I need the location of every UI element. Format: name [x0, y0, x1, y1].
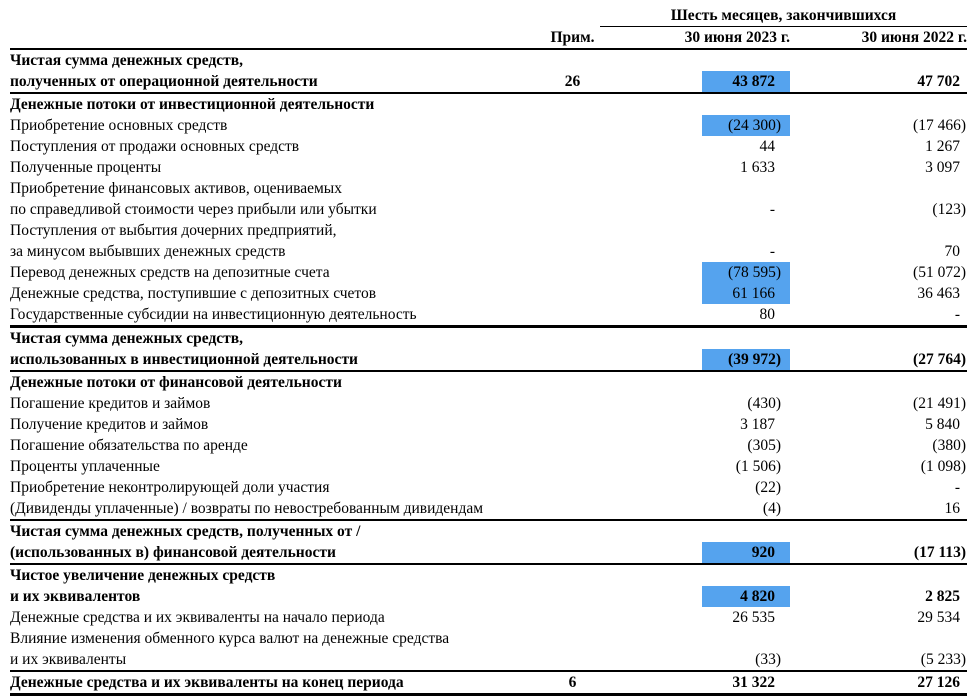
- row-label: [10, 157, 545, 178]
- row-label: [10, 477, 545, 498]
- row-label-line: за минусом выбывших денежных средств: [10, 243, 286, 260]
- value-2023: (430): [747, 395, 781, 412]
- column-header-2023: 30 июня 2023 г.: [684, 29, 790, 46]
- value-2022: (21 491): [913, 395, 966, 412]
- value-2022: 2 825: [925, 588, 960, 605]
- value-2023: (1 506): [735, 458, 781, 475]
- value-2022-cell: [790, 672, 967, 693]
- row-label-line: Чистая сумма денежных средств, полученных от /: [10, 523, 361, 540]
- row-label-line: Чистая сумма денежных средств,: [10, 330, 244, 347]
- value-2023-cell: [600, 393, 790, 414]
- table-row: [10, 304, 967, 328]
- period-group-header: Шесть месяцев, закончившихся: [600, 5, 967, 27]
- value-2022-cell: [790, 94, 967, 115]
- table-row: [10, 94, 967, 115]
- value-2023-cell: [600, 349, 790, 370]
- row-label-line: полученных от операционной деятельности: [10, 73, 318, 90]
- row-label-line: Денежные средства, поступившие с депозитных счетов: [10, 285, 377, 302]
- row-label: [10, 136, 545, 157]
- table-row: [10, 498, 967, 521]
- value-2023-cell: [600, 304, 790, 325]
- value-2022-cell: [790, 304, 967, 325]
- value-2022-cell: [790, 498, 967, 519]
- table-row: [10, 283, 967, 304]
- table-row: [10, 628, 967, 672]
- value-2022: -: [954, 306, 960, 323]
- row-label: [10, 456, 545, 477]
- row-label: [10, 220, 545, 262]
- value-2022: 1 267: [925, 138, 960, 155]
- row-label: [10, 372, 545, 393]
- value-2022-cell: [790, 456, 967, 477]
- value-2022: 16: [944, 500, 960, 517]
- value-2023-cell: [600, 586, 790, 607]
- value-2022: 5 840: [925, 416, 960, 433]
- value-2022-cell: [790, 136, 967, 157]
- row-label: [10, 521, 545, 563]
- row-label: [10, 328, 545, 370]
- table-row: [10, 393, 967, 414]
- value-2022: (1 098): [920, 458, 966, 475]
- value-2023: 26 535: [732, 609, 775, 626]
- row-label: [10, 393, 545, 414]
- value-2022: 47 702: [917, 73, 960, 90]
- row-label-line: (Дивиденды уплаченные) / возвраты по невостребованным дивидендам: [10, 500, 484, 517]
- value-2022-cell: [790, 477, 967, 498]
- table-row: [10, 607, 967, 628]
- row-label-line: Влияние изменения обменного курса валют на денежные средства: [10, 630, 450, 647]
- highlighted-value: (78 595): [702, 262, 790, 283]
- row-label-line: и их эквивалентов: [10, 588, 141, 605]
- column-header-2022: 30 июня 2022 г.: [861, 29, 967, 46]
- value-2023: 31 322: [732, 674, 775, 691]
- value-2022-cell: [790, 542, 967, 563]
- value-2023-cell: [600, 372, 790, 393]
- row-label-line: Поступления от продажи основных средств: [10, 138, 300, 155]
- table-row: [10, 565, 967, 607]
- value-2022: 36 463: [917, 285, 960, 302]
- value-2022: 29 534: [917, 609, 960, 626]
- row-label: [10, 565, 545, 607]
- highlighted-value: 920: [702, 542, 790, 563]
- value-2023-cell: [600, 435, 790, 456]
- note-cell: 26: [564, 73, 581, 90]
- row-label: [10, 435, 545, 456]
- table-row: [10, 157, 967, 178]
- row-label-line: Поступления от выбытия дочерних предприятий,: [10, 222, 337, 239]
- row-label-line: Проценты уплаченные: [10, 458, 160, 475]
- note-cell: 6: [568, 674, 577, 691]
- highlighted-value: 61 166: [702, 283, 790, 304]
- value-2023: (4): [762, 500, 781, 517]
- row-label-line: Денежные потоки от финансовой деятельности: [10, 374, 342, 391]
- value-2023: (33): [755, 651, 781, 668]
- table-row: [10, 521, 967, 565]
- value-2022-cell: [790, 586, 967, 607]
- table-row: [10, 477, 967, 498]
- row-label: [10, 94, 545, 115]
- table-row: [10, 136, 967, 157]
- value-2023: 1 633: [740, 159, 775, 176]
- highlighted-value: (39 972): [702, 349, 790, 370]
- value-2023-cell: [600, 71, 790, 92]
- table-row: [10, 328, 967, 372]
- table-row: [10, 456, 967, 477]
- value-2022: 3 097: [925, 159, 960, 176]
- highlighted-value: (24 300): [702, 115, 790, 136]
- row-label: [10, 178, 545, 220]
- value-2023-cell: [600, 283, 790, 304]
- value-2022: (17 466): [913, 117, 966, 134]
- table-row: [10, 672, 967, 696]
- value-2023-cell: [600, 672, 790, 693]
- value-2023-cell: [600, 414, 790, 435]
- row-label-line: Денежные средства и их эквиваленты на начало периода: [10, 609, 385, 626]
- value-2022-cell: [790, 115, 967, 136]
- value-2023-cell: [600, 157, 790, 178]
- table-row: [10, 262, 967, 283]
- value-2022: 27 126: [917, 674, 960, 691]
- value-2022-cell: [790, 157, 967, 178]
- value-2023: (305): [747, 437, 781, 454]
- value-2023-cell: [600, 477, 790, 498]
- row-label: [10, 498, 545, 519]
- value-2023-cell: [600, 199, 790, 220]
- value-2023: 44: [759, 138, 775, 155]
- value-2022-cell: [790, 199, 967, 220]
- value-2023: 3 187: [740, 416, 775, 433]
- value-2022-cell: [790, 607, 967, 628]
- value-2023-cell: [600, 542, 790, 563]
- value-2023: (22): [755, 479, 781, 496]
- row-label-line: Погашение кредитов и займов: [10, 395, 211, 412]
- value-2023-cell: [600, 649, 790, 670]
- value-2023: 80: [759, 306, 775, 323]
- row-label-line: Чистая сумма денежных средств,: [10, 52, 244, 69]
- table-row: [10, 115, 967, 136]
- table-row: [10, 372, 967, 393]
- value-2023-cell: [600, 498, 790, 519]
- value-2022-cell: [790, 435, 967, 456]
- table-row: [10, 414, 967, 435]
- row-label-line: Денежные средства и их эквиваленты на конец периода: [10, 674, 404, 691]
- row-label-line: Чистое увеличение денежных средств: [10, 567, 276, 584]
- value-2022: 70: [944, 243, 960, 260]
- value-2022: (123): [932, 201, 966, 218]
- row-label: [10, 262, 545, 283]
- row-label: [10, 304, 545, 325]
- value-2022: (51 072): [913, 264, 966, 281]
- value-2022-cell: [790, 71, 967, 92]
- row-label-line: использованных в инвестиционной деятельности: [10, 351, 358, 368]
- value-2022-cell: [790, 414, 967, 435]
- note-column-header: Прим.: [550, 29, 595, 46]
- value-2022: (27 764): [913, 351, 966, 368]
- value-2023-cell: [600, 262, 790, 283]
- period-group-header-row: [10, 5, 967, 27]
- value-2022-cell: [790, 241, 967, 262]
- table-row: [10, 178, 967, 220]
- value-2023: -: [769, 243, 775, 260]
- column-header-row: [10, 27, 967, 50]
- row-label-line: Государственные субсидии на инвестиционную деятельность: [10, 306, 417, 323]
- table-row: [10, 50, 967, 94]
- row-label-line: Приобретение финансовых активов, оцениваемых: [10, 180, 342, 197]
- row-label-line: по справедливой стоимости через прибыли или убытки: [10, 201, 377, 218]
- row-label: [10, 50, 545, 92]
- row-label: [10, 672, 545, 693]
- statement-table-body: [10, 50, 967, 696]
- row-label: [10, 628, 545, 670]
- value-2023-cell: [600, 115, 790, 136]
- value-2023-cell: [600, 456, 790, 477]
- row-label-line: и их эквиваленты: [10, 651, 127, 668]
- value-2022: (17 113): [913, 544, 966, 561]
- value-2023-cell: [600, 607, 790, 628]
- value-2022: (5 233): [920, 651, 966, 668]
- highlighted-value: 43 872: [702, 71, 790, 92]
- table-row: [10, 220, 967, 262]
- row-label: [10, 283, 545, 304]
- highlighted-value: 4 820: [702, 586, 790, 607]
- value-2022-cell: [790, 649, 967, 670]
- value-2022-cell: [790, 349, 967, 370]
- row-label: [10, 115, 545, 136]
- row-label: [10, 414, 545, 435]
- value-2023-cell: [600, 94, 790, 115]
- value-2023: -: [769, 201, 775, 218]
- value-2022: (380): [932, 437, 966, 454]
- value-2022-cell: [790, 262, 967, 283]
- row-label-line: Приобретение неконтролирующей доли участия: [10, 479, 330, 496]
- value-2023-cell: [600, 136, 790, 157]
- value-2022-cell: [790, 283, 967, 304]
- row-label: [10, 607, 545, 628]
- row-label-line: Получение кредитов и займов: [10, 416, 209, 433]
- table-row: [10, 435, 967, 456]
- row-label-line: Перевод денежных средств на депозитные счета: [10, 264, 330, 281]
- row-label-line: Полученные проценты: [10, 159, 162, 176]
- value-2022-cell: [790, 372, 967, 393]
- row-label-line: Погашение обязательства по аренде: [10, 437, 248, 454]
- value-2022-cell: [790, 393, 967, 414]
- value-2023-cell: [600, 241, 790, 262]
- value-2022: -: [954, 479, 960, 496]
- row-label-line: (использованных в) финансовой деятельности: [10, 544, 336, 561]
- row-label-line: Приобретение основных средств: [10, 117, 228, 134]
- row-label-line: Денежные потоки от инвестиционной деятельности: [10, 96, 375, 113]
